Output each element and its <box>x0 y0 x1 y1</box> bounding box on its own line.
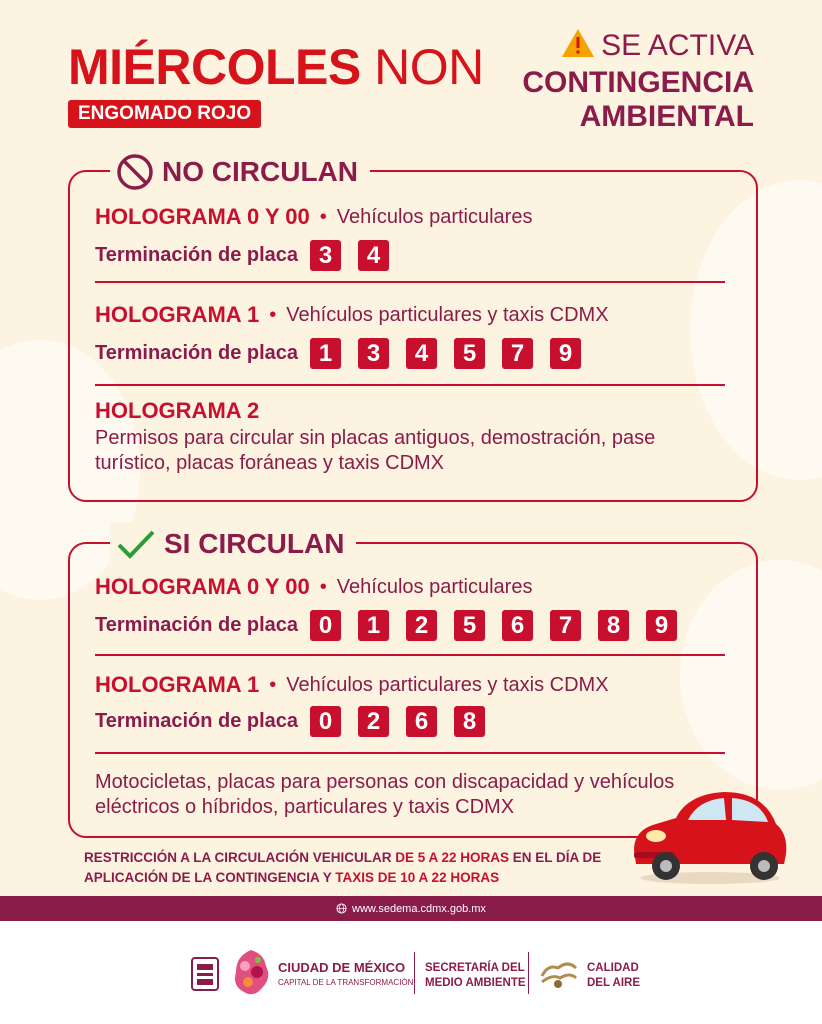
si-h00-label: HOLOGRAMA 0 Y 00 <box>95 574 310 599</box>
divider <box>95 281 725 283</box>
term-label: Terminación de placa <box>95 342 299 364</box>
divider <box>95 384 725 386</box>
no-circulan-heading <box>110 150 370 194</box>
alert-line2: CONTINGENCIA <box>522 66 754 99</box>
alert-block <box>522 28 754 134</box>
plate-digit: 5 <box>454 610 485 641</box>
prohibited-icon <box>116 153 154 191</box>
no-h00-vehicles: Vehículos particulares <box>336 205 533 228</box>
si-h00-row <box>95 574 532 600</box>
plate-digit: 9 <box>646 610 677 641</box>
plate-digit: 0 <box>310 706 341 737</box>
term-label: Terminación de placa <box>95 710 299 732</box>
si-circulan-heading <box>110 522 356 566</box>
plate-digit: 1 <box>310 338 341 369</box>
website-bar <box>0 896 822 921</box>
plate-digit: 2 <box>358 706 389 737</box>
si-h1-term <box>95 706 502 737</box>
si-h00-vehicles: Vehículos particulares <box>336 575 533 598</box>
cdmx-logo-text <box>278 960 413 990</box>
bullet: • <box>269 673 277 696</box>
plate-digit: 3 <box>310 240 341 271</box>
plate-digit: 4 <box>406 338 437 369</box>
no-h2-text: Permisos para circular sin placas antiguos, demostración, pase turístico, placas foráneas y taxis CDMX <box>95 427 656 474</box>
plate-digit: 3 <box>358 338 389 369</box>
no-h00-row <box>95 204 532 230</box>
engomado-badge: ENGOMADO ROJO <box>68 100 261 128</box>
restriction-text <box>84 848 624 888</box>
term-label: Terminación de placa <box>95 614 299 636</box>
si-other-text: Motocicletas, placas para personas con discapacidad y vehículos eléctricos o híbridos, particulares y taxis CDMX <box>95 771 675 818</box>
alert-line3: AMBIENTAL <box>579 100 754 133</box>
no-h00-label: HOLOGRAMA 0 Y 00 <box>95 204 310 229</box>
sedema-logo-text <box>425 961 526 991</box>
website-link[interactable]: www.sedema.cdmx.gob.mx <box>352 902 486 915</box>
si-circulan-title: SI CIRCULAN <box>164 528 345 559</box>
restriction-taxi-hours: TAXIS DE 10 A 22 HORAS <box>335 870 500 885</box>
plate-digit: 8 <box>454 706 485 737</box>
warning-icon <box>561 28 595 66</box>
title-day: MIÉRCOLES <box>68 39 361 95</box>
air-quality-logo-text <box>587 961 640 991</box>
plate-digit: 8 <box>598 610 629 641</box>
plate-digit: 7 <box>502 338 533 369</box>
plate-digit: 5 <box>454 338 485 369</box>
no-circulan-panel <box>68 156 758 502</box>
cdmx-flower-logo-icon <box>230 948 272 998</box>
sedema-line1: SECRETARÍA DEL <box>425 962 525 974</box>
plate-digit: 0 <box>310 610 341 641</box>
plate-digit: 6 <box>502 610 533 641</box>
footer-divider <box>528 952 529 994</box>
no-h2-label: HOLOGRAMA 2 <box>95 398 260 423</box>
cdmx-tagline: CAPITAL DE LA TRANSFORMACIÓN <box>278 978 414 987</box>
bullet: • <box>319 205 327 228</box>
plate-digit: 6 <box>406 706 437 737</box>
air-line2: DEL AIRE <box>587 977 641 989</box>
no-h1-term <box>95 338 598 369</box>
no-circulan-title: NO CIRCULAN <box>162 156 358 187</box>
alert-line1 <box>522 28 754 66</box>
no-h1-row <box>95 302 609 328</box>
plate-digit: 2 <box>406 610 437 641</box>
checkmark-icon <box>116 528 156 560</box>
no-h1-label: HOLOGRAMA 1 <box>95 302 260 327</box>
divider <box>95 752 725 754</box>
restriction-hours: DE 5 A 22 HORAS <box>395 850 510 865</box>
plate-digit: 1 <box>358 610 389 641</box>
globe-icon <box>336 903 347 914</box>
alert-line1-text: SE ACTIVA <box>601 28 754 62</box>
footer-divider <box>414 952 415 994</box>
si-h1-row <box>95 672 609 698</box>
si-h1-label: HOLOGRAMA 1 <box>95 672 260 697</box>
plate-digit: 9 <box>550 338 581 369</box>
plate-digit: 7 <box>550 610 581 641</box>
no-h1-vehicles: Vehículos particulares y taxis CDMX <box>286 303 609 326</box>
sedema-line2: MEDIO AMBIENTE <box>425 977 526 989</box>
term-label: Terminación de placa <box>95 244 299 266</box>
page-title <box>68 38 484 96</box>
restriction-part1: RESTRICCIÓN A LA CIRCULACIÓN VEHICULAR <box>84 850 396 865</box>
si-h1-vehicles: Vehículos particulares y taxis CDMX <box>286 673 609 696</box>
no-h00-term <box>95 240 406 271</box>
divider <box>95 654 725 656</box>
si-h00-term <box>95 610 694 641</box>
coat-of-arms-icon <box>190 956 220 992</box>
cdmx-name: CIUDAD DE MÉXICO <box>278 960 406 975</box>
restriction-part2: EN EL DÍA DE APLICACIÓN DE LA CONTINGENCIA Y <box>84 850 602 885</box>
plate-digit: 4 <box>358 240 389 271</box>
air-quality-logo-icon <box>538 958 580 990</box>
bullet: • <box>269 303 277 326</box>
air-line1: CALIDAD <box>587 962 639 974</box>
bullet: • <box>319 575 327 598</box>
title-parity: NON <box>374 39 484 95</box>
no-h2-row <box>95 398 259 424</box>
car-illustration <box>626 786 792 886</box>
